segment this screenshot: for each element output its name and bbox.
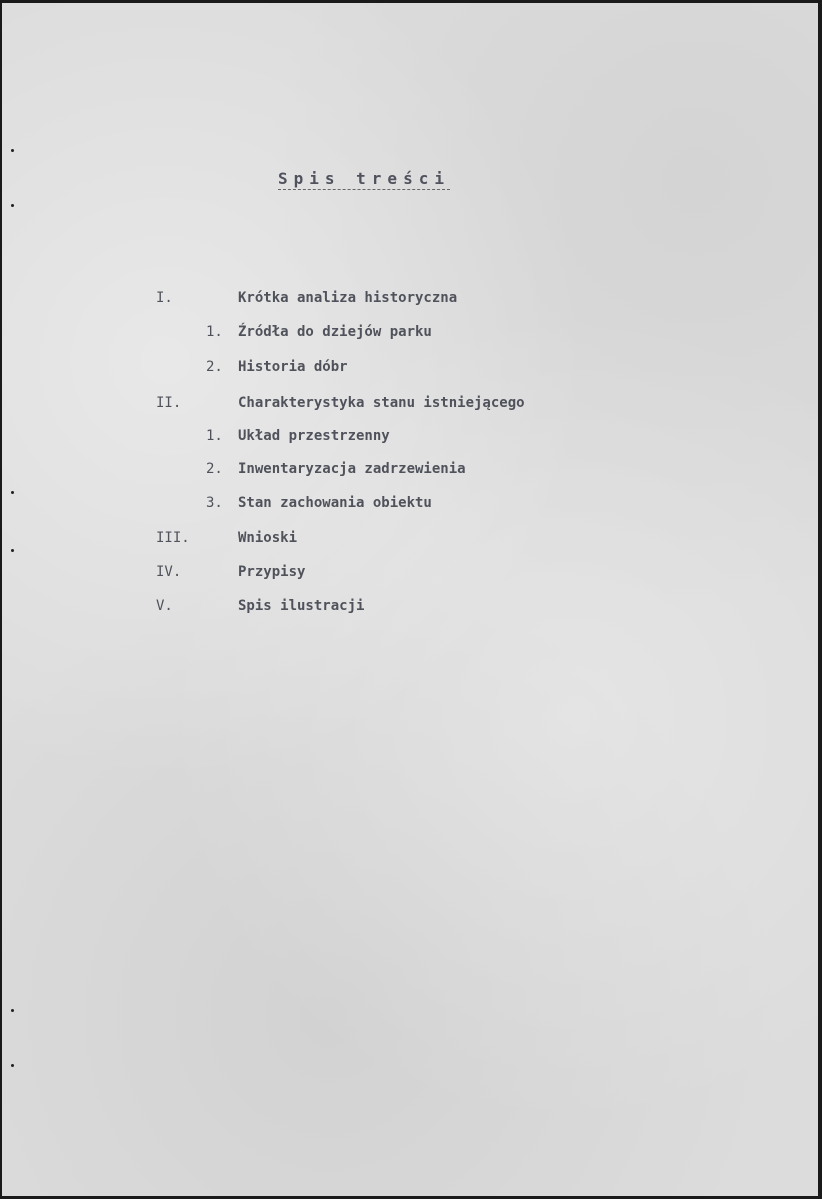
toc-entry: Stan zachowania obiektu	[238, 495, 432, 511]
toc-entry: Krótka analiza historyczna	[238, 290, 458, 306]
toc-number: 1.	[206, 324, 223, 340]
margin-dot	[11, 149, 14, 152]
toc-number: II.	[156, 395, 182, 411]
toc-entry: Wnioski	[238, 530, 298, 546]
toc-entry: Przypisy	[238, 564, 306, 580]
toc-number: IV.	[156, 564, 182, 580]
margin-dot	[11, 1009, 14, 1012]
toc-number: V.	[156, 598, 173, 614]
toc-number: 2.	[206, 359, 223, 375]
margin-dot	[11, 491, 14, 494]
toc-number: I.	[156, 290, 173, 306]
margin-dot	[11, 549, 14, 552]
toc-number: 2.	[206, 461, 223, 477]
toc-entry: Spis ilustracji	[238, 598, 365, 614]
toc-entry: Charakterystyka stanu istniejącego	[238, 395, 525, 411]
page-title: Spis treści	[278, 169, 450, 188]
document-page	[2, 3, 818, 1196]
toc-number: III.	[156, 530, 190, 546]
toc-entry: Inwentaryzacja zadrzewienia	[238, 461, 466, 477]
toc-entry: Układ przestrzenny	[238, 428, 390, 444]
toc-entry: Źródła do dziejów parku	[238, 324, 432, 340]
margin-dot	[11, 204, 14, 207]
toc-number: 3.	[206, 495, 223, 511]
margin-dot	[11, 1064, 14, 1067]
toc-entry: Historia dóbr	[238, 359, 348, 375]
toc-number: 1.	[206, 428, 223, 444]
